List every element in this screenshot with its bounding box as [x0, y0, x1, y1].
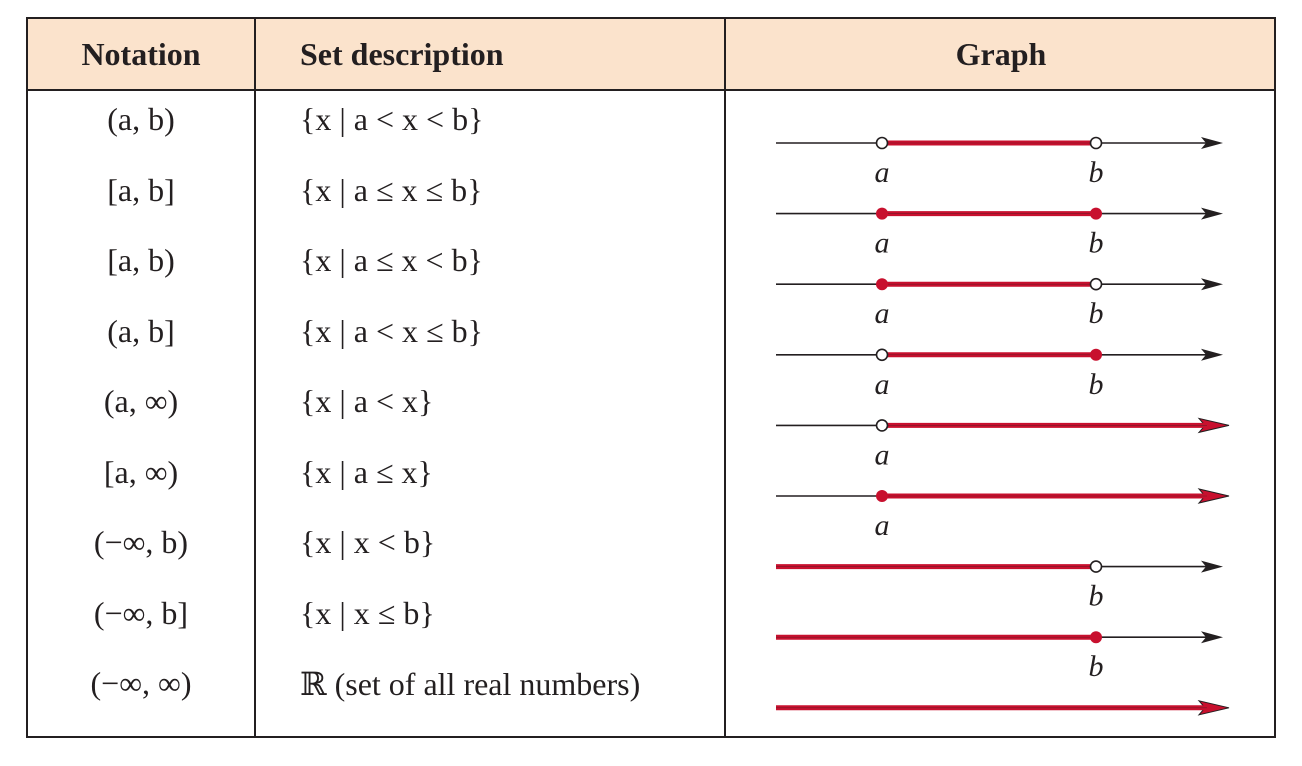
notation-cell: (−∞, b]	[93, 594, 189, 631]
right-open-endpoint	[1091, 561, 1102, 572]
set-description-cell: ℝ (set of all real numbers)	[300, 666, 641, 702]
right-open-endpoint	[1091, 138, 1102, 149]
endpoint-label: b	[1088, 156, 1104, 189]
notation-cell: (a, b]	[107, 312, 175, 349]
number-line-1	[776, 208, 1223, 260]
set-description-cell: {x | x < b}	[300, 524, 436, 560]
notation-cell: [a, b]	[107, 171, 175, 208]
left-closed-endpoint	[876, 490, 888, 502]
header-set-description: Set description	[300, 36, 504, 72]
notation-cell: (−∞, b)	[93, 524, 189, 560]
number-line-2	[776, 278, 1223, 330]
endpoint-label: b	[1088, 367, 1104, 401]
left-closed-endpoint	[876, 208, 888, 220]
endpoint-label: b	[1088, 226, 1104, 260]
header-notation: Notation	[81, 36, 201, 72]
left-open-endpoint	[877, 420, 888, 431]
endpoint-label: a	[874, 156, 890, 189]
notation-cell: [a, ∞)	[103, 453, 179, 490]
left-closed-endpoint	[876, 278, 888, 290]
set-description-cell: {x | a ≤ x < b}	[300, 242, 483, 278]
right-closed-endpoint	[1090, 631, 1102, 643]
number-line-5	[776, 489, 1229, 542]
number-line-3	[776, 349, 1223, 401]
endpoint-label: b	[1088, 297, 1104, 331]
endpoint-label: b	[1088, 579, 1104, 613]
endpoint-label: a	[874, 297, 890, 331]
notation-cell: (a, b)	[107, 101, 175, 137]
right-closed-endpoint	[1090, 349, 1102, 361]
set-description-cell: {x | a < x < b}	[300, 101, 484, 137]
notation-cell: (−∞, ∞)	[90, 665, 192, 701]
header-graph: Graph	[955, 36, 1047, 72]
left-open-endpoint	[877, 349, 888, 360]
set-description-cell: {x | a ≤ x ≤ b}	[300, 171, 483, 208]
set-description-cell: {x | a ≤ x}	[300, 453, 433, 490]
number-line-4	[776, 418, 1229, 471]
set-description-cell: {x | a < x ≤ b}	[300, 312, 483, 349]
graph-column	[28, 19, 1274, 736]
notation-cell: (a, ∞)	[103, 383, 179, 419]
number-line-6	[776, 561, 1223, 613]
number-line-8	[776, 701, 1229, 715]
number-line-7	[776, 631, 1223, 683]
number-line-0	[776, 137, 1223, 189]
right-open-endpoint	[1091, 279, 1102, 290]
endpoint-label: b	[1088, 650, 1104, 684]
set-description-cell: {x | x ≤ b}	[300, 594, 435, 631]
right-closed-endpoint	[1090, 208, 1102, 220]
left-open-endpoint	[877, 138, 888, 149]
endpoint-label: a	[874, 509, 890, 542]
endpoint-label: a	[874, 226, 890, 260]
set-description-cell: {x | a < x}	[300, 383, 434, 419]
notation-cell: [a, b)	[107, 242, 175, 278]
endpoint-label: a	[874, 438, 890, 472]
interval-notation-table	[26, 17, 1276, 738]
endpoint-label: a	[874, 367, 890, 401]
